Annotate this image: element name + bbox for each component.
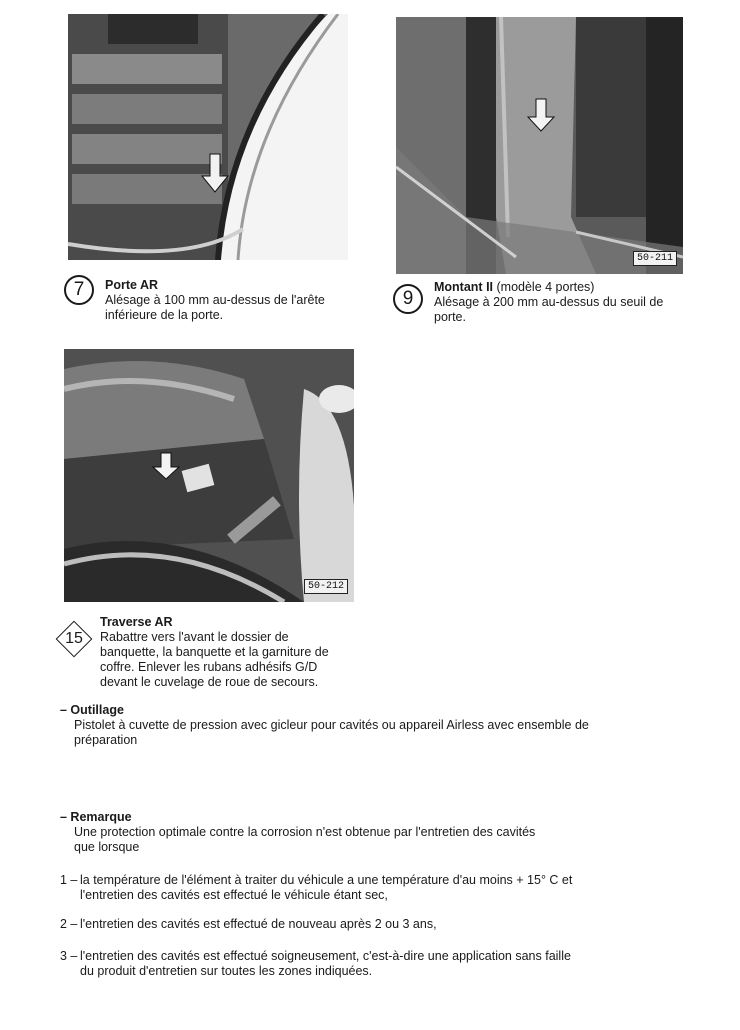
photo-rear-cross-member bbox=[64, 349, 354, 602]
figure-15-badge bbox=[54, 619, 94, 659]
remarque-heading: – Remarque bbox=[60, 810, 132, 824]
figure-15-line-1: Rabattre vers l'avant le dossier de bbox=[100, 630, 289, 644]
figure-15-number: 15 bbox=[65, 630, 83, 647]
condition-1 bbox=[60, 873, 680, 905]
outillage-line-2: préparation bbox=[74, 733, 138, 747]
condition-3 bbox=[60, 949, 680, 981]
figure-9-title-suffix: (modèle 4 portes) bbox=[493, 280, 595, 294]
condition-3-line-2: du produit d'entretien sur toutes les zones indiquées. bbox=[80, 964, 373, 978]
figure-9-caption bbox=[434, 280, 663, 325]
outillage-line-1: Pistolet à cuvette de pression avec gicleur pour cavités ou appareil Airless avec ensemble de bbox=[74, 718, 589, 732]
remarque-line-2: que lorsque bbox=[74, 840, 140, 854]
figure-15-line-4: devant le cuvelage de roue de secours. bbox=[100, 675, 319, 689]
figure-9-line-1: Alésage à 200 mm au-dessus du seuil de bbox=[434, 295, 664, 309]
condition-1-line-1: la température de l'élément à traiter du véhicule a une température d'au moins + 15° C et bbox=[80, 873, 573, 887]
figure-7-caption bbox=[105, 278, 325, 323]
figure-15-ref-tag: 50-212 bbox=[304, 579, 348, 594]
photo-rear-door bbox=[68, 14, 348, 260]
figure-9-badge: 9 bbox=[393, 284, 423, 314]
outillage-section bbox=[60, 703, 680, 748]
figure-7-badge: 7 bbox=[64, 275, 94, 305]
figure-15-line-2: banquette, la banquette et la garniture de bbox=[100, 645, 329, 659]
figure-15-line-3: coffre. Enlever les rubans adhésifs G/D bbox=[100, 660, 318, 674]
figure-7-title: Porte AR bbox=[105, 278, 159, 292]
condition-3-line-1: l'entretien des cavités est effectué soigneusement, c'est-à-dire une application sans faille bbox=[80, 949, 571, 963]
condition-1-line-2: l'entretien des cavités est effectué le véhicule étant sec, bbox=[80, 888, 388, 902]
condition-2 bbox=[60, 917, 680, 933]
condition-2-line-1: l'entretien des cavités est effectué de nouveau après 2 ou 3 ans, bbox=[80, 917, 437, 931]
b-pillar-illustration bbox=[396, 17, 683, 274]
condition-3-number: 3 – bbox=[60, 949, 78, 963]
photo-b-pillar bbox=[396, 17, 683, 274]
condition-2-number: 2 – bbox=[60, 917, 78, 931]
rear-cross-member-illustration bbox=[64, 349, 354, 602]
remarque-line-1: Une protection optimale contre la corrosion n'est obtenue par l'entretien des cavités bbox=[74, 825, 536, 839]
condition-1-number: 1 – bbox=[60, 873, 78, 887]
outillage-heading: – Outillage bbox=[60, 703, 124, 717]
figure-7-line-1: Alésage à 100 mm au-dessus de l'arête bbox=[105, 293, 325, 307]
figure-9-ref-tag: 50-211 bbox=[633, 251, 677, 266]
figure-15-caption bbox=[100, 615, 329, 690]
rear-door-illustration bbox=[68, 14, 348, 260]
figure-15-title: Traverse AR bbox=[100, 615, 173, 629]
figure-7-line-2: inférieure de la porte. bbox=[105, 308, 224, 322]
remarque-section bbox=[60, 810, 680, 855]
figure-9-line-2: porte. bbox=[434, 310, 466, 324]
figure-9-title: Montant II bbox=[434, 280, 494, 294]
